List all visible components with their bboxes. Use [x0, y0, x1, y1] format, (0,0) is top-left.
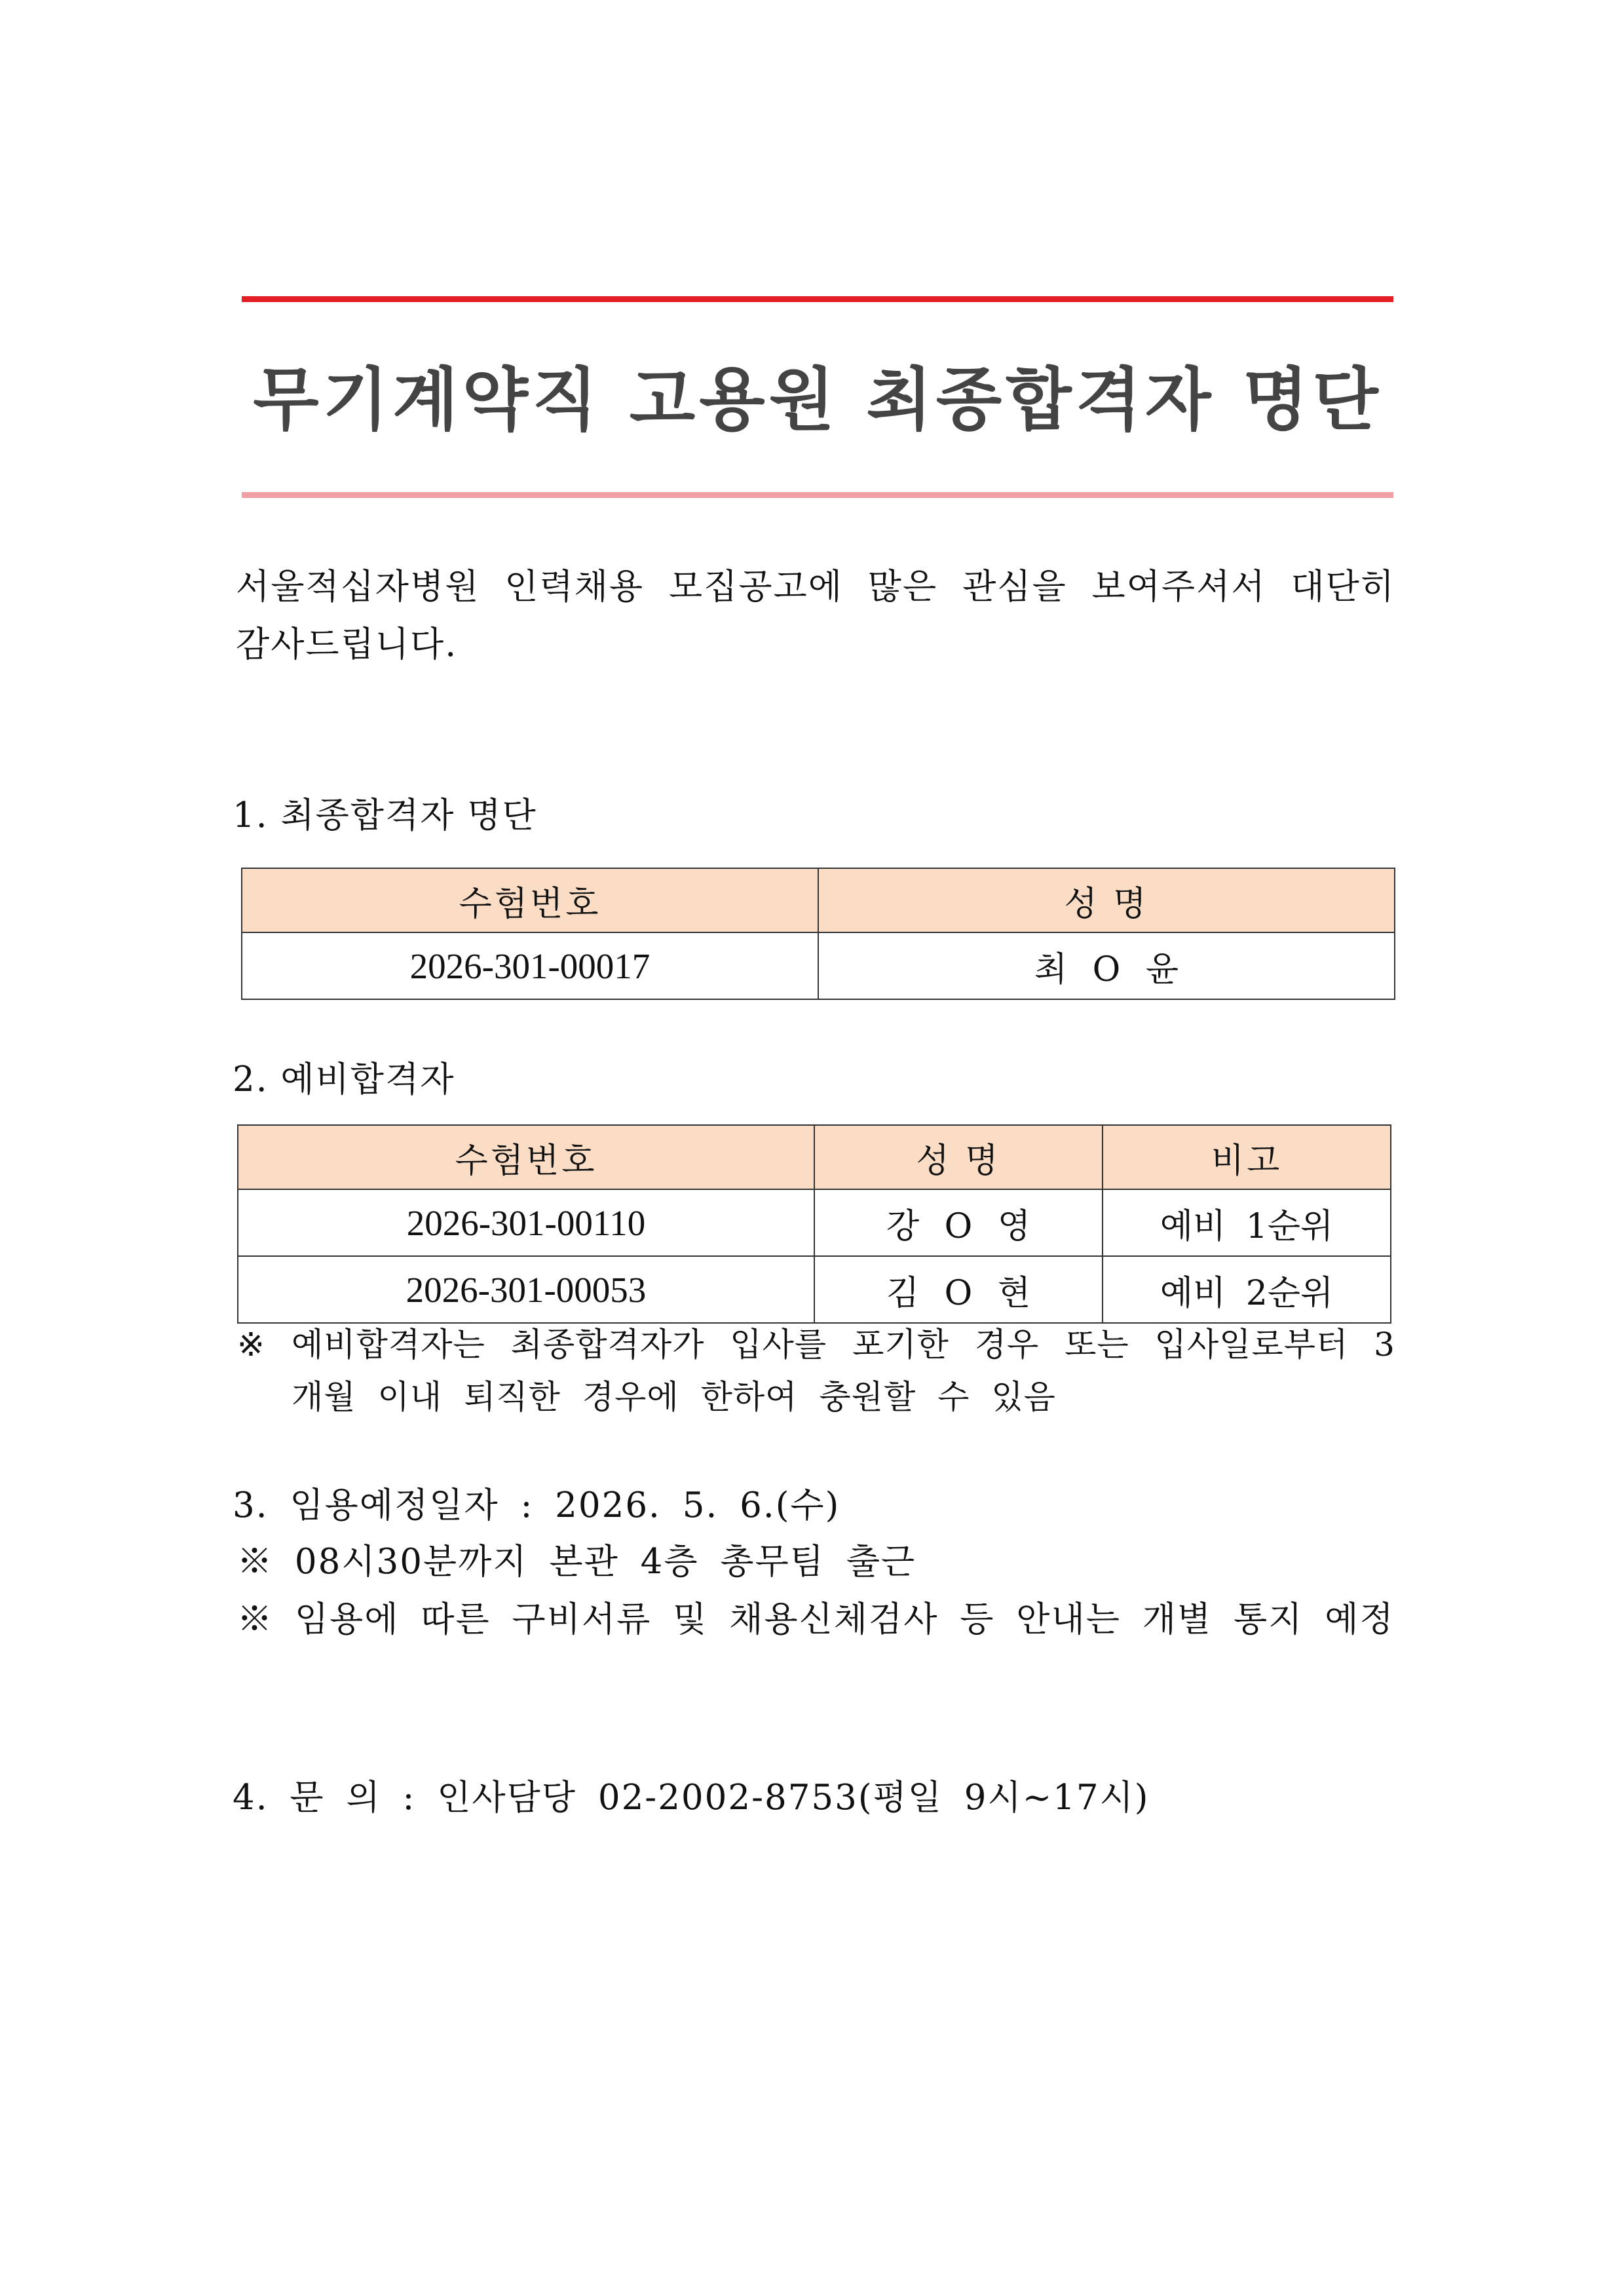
reserve-passers-table	[237, 1124, 1391, 1324]
section3-note-attendance: ※ 08시30분까지 본관 4층 총무팀 출근	[237, 1542, 916, 1582]
remark-cell: 예비 1순위	[1103, 1189, 1391, 1256]
title-top-rule	[242, 296, 1393, 302]
table-row	[242, 932, 1395, 999]
final-passers-table	[241, 868, 1395, 1000]
column-header-name: 성 명	[818, 868, 1395, 932]
name-cell: 최 O 윤	[818, 932, 1395, 999]
reserve-footnote	[237, 1318, 1395, 1423]
reserve-footnote-text: 예비합격자는 최종합격자가 입사를 포기한 경우 또는 입사일로부터 3개월 이내 퇴직한 경우에 한하여 충원할 수 있음	[292, 1326, 1395, 1416]
column-header-remark: 비고	[1103, 1125, 1391, 1189]
table-row	[238, 1256, 1391, 1323]
exam-no-cell: 2026-301-00110	[238, 1189, 814, 1256]
section3-note-documents: ※ 임용에 따른 구비서류 및 채용신체검사 등 안내는 개별 통지 예정	[237, 1599, 1395, 1639]
column-header-exam-no: 수험번호	[242, 868, 818, 932]
table-header-row	[238, 1125, 1391, 1189]
title-bottom-rule	[242, 492, 1393, 498]
document-title: 무기계약직 고용원 최종합격자 명단	[253, 360, 1382, 440]
section4-contact: 4. 문 의 : 인사담당 02-2002-8753(평일 9시~17시)	[233, 1778, 1150, 1818]
section3-heading: 3. 임용예정일자 : 2026. 5. 6.(수)	[233, 1485, 840, 1525]
intro-paragraph: 서울적십자병원 인력채용 모집공고에 많은 관심을 보여주셔서 대단히 감사드립니다.	[236, 567, 1395, 664]
section1-heading: 1. 최종합격자 명단	[233, 795, 537, 835]
name-cell: 강 O 영	[814, 1189, 1103, 1256]
exam-no-cell: 2026-301-00053	[238, 1256, 814, 1323]
reference-mark: ※	[237, 1326, 265, 1364]
column-header-name: 성 명	[814, 1125, 1103, 1189]
column-header-exam-no: 수험번호	[238, 1125, 814, 1189]
exam-no-cell: 2026-301-00017	[242, 932, 818, 999]
table-row	[238, 1189, 1391, 1256]
table-header-row	[242, 868, 1395, 932]
remark-cell: 예비 2순위	[1103, 1256, 1391, 1323]
name-cell: 김 O 현	[814, 1256, 1103, 1323]
section2-heading: 2. 예비합격자	[233, 1060, 455, 1100]
